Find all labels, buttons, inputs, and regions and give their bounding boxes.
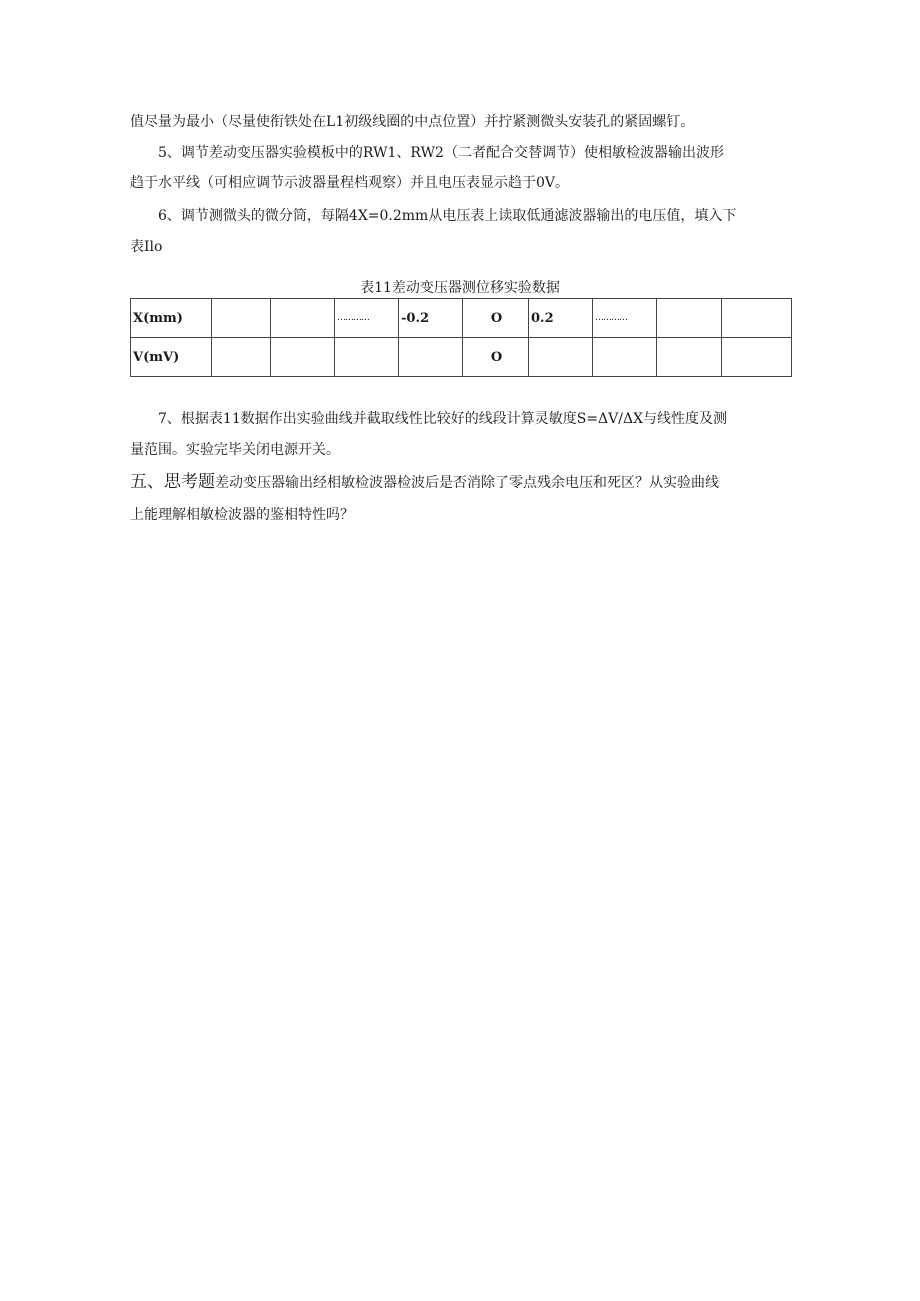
table-cell: [271, 299, 335, 338]
table-cell: [593, 338, 657, 377]
text-line: 上能理解相敏检波器的鉴相特性吗？: [130, 507, 354, 523]
table-cell: [271, 338, 335, 377]
section-five-first-line: [130, 472, 719, 493]
table-caption: 表11差动变压器测位移实验数据: [360, 280, 560, 296]
table-cell: …………: [335, 299, 399, 338]
table-cell: [399, 338, 463, 377]
text-line: 表Ilo: [130, 239, 163, 255]
table-cell: -0.2: [399, 299, 463, 338]
table-row-v: [131, 338, 792, 377]
table-cell: O: [463, 338, 529, 377]
row-label: V(mV): [131, 338, 212, 377]
table-cell: O: [463, 299, 529, 338]
table-cell: [722, 299, 792, 338]
row-label: X(mm): [131, 299, 212, 338]
table-row-x: [131, 299, 792, 338]
table-cell: [212, 338, 271, 377]
text-line: 5、调节差动变压器实验模板中的RW1、RW2（二者配合交替调节）使相敏检波器输出波形: [158, 145, 724, 161]
table-cell: [657, 299, 722, 338]
text-line: 差动变压器输出经相敏检波器检波后是否消除了零点残余电压和死区？从实验曲线: [215, 475, 719, 491]
table-cell: [722, 338, 792, 377]
table-cell: [529, 338, 593, 377]
text-line: 7、根据表11数据作出实验曲线并截取线性比较好的线段计算灵敏度S=ΔV/ΔX与线性度及测: [158, 411, 728, 427]
table-cell: 0.2: [529, 299, 593, 338]
table-cell: [212, 299, 271, 338]
text-line: 6、调节测微头的微分筒，每隔4X=0.2mm从电压表上读取低通滤波器输出的电压值，填入下: [158, 208, 737, 224]
table-cell: [657, 338, 722, 377]
table-cell: [335, 338, 399, 377]
text-line: 趋于水平线（可相应调节示波器量程档观察）并且电压表显示趋于0V。: [130, 175, 570, 191]
section-heading: 五、思考题: [130, 472, 215, 492]
table-cell: …………: [593, 299, 657, 338]
data-table: [130, 298, 792, 377]
text-line: 量范围。实验完毕关闭电源开关。: [130, 442, 340, 458]
text-line: 值尽量为最小（尽量使衔铁处在L1初级线圈的中点位置）并拧紧测微头安装孔的紧固螺钉。: [130, 114, 695, 130]
